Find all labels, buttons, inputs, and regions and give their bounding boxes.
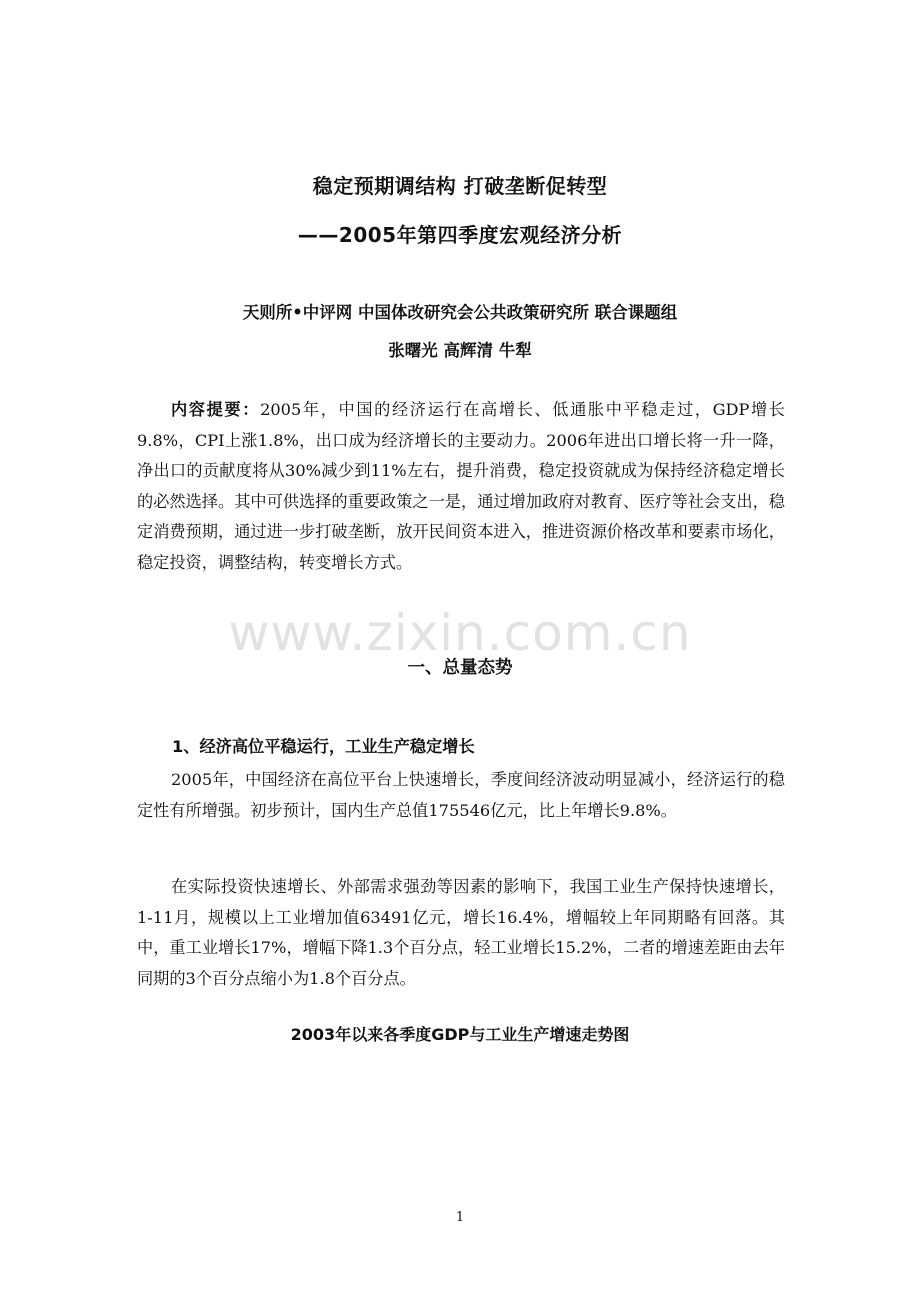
section-heading: 一、总量态势: [407, 658, 513, 678]
abstract-text: 2005年，中国的经济运行在高增长、低通胀中平稳走过，GDP增长9.8%，CPI上涨1.8%，出口成为经济增长的主要动力。2006年进出口增长将一升一降，净出口的贡献度将从30%减少到11%左右，提升消费，稳定投资就成为保持经济稳定增长的必然选择。其中可供选择的重要政策之一是，通过增加政府对教育、医疗等社会支出，稳定消费预期，通过进一步打破垄断，放开民间资本进入，推进资源价格改革和要素市场化，稳定投资，调整结构，转变增长方式。: [137, 400, 785, 572]
body-paragraph-1: 2005年，中国经济在高位平台上快速增长，季度间经济波动明显减小，经济运行的稳定性有所增强。初步预计，国内生产总值175546亿元，比上年增长9.8%。: [137, 770, 785, 820]
author-names: 张曙光 高辉清 牛犁: [388, 341, 532, 360]
abstract-label: 内容提要：: [171, 400, 261, 419]
document-title: 稳定预期调结构 打破垄断促转型: [312, 174, 608, 198]
body-paragraph-2: 在实际投资快速增长、外部需求强劲等因素的影响下，我国工业生产保持快速增长，1-11月，规模以上工业增加值63491亿元，增长16.4%，增幅较上年同期略有回落。其中，重工业增长17%，增幅下降1.3个百分点，轻工业增长15.2%，二者的增速差距由去年同期的3个百分点缩小为1.8个百分点。: [137, 877, 785, 988]
author-organizations: 天则所•中评网 中国体改研究会公共政策研究所 联合课题组: [242, 303, 678, 322]
abstract-paragraph: [137, 395, 785, 579]
watermark: www.zixin.com.cn: [228, 604, 692, 662]
figure-caption: 2003年以来各季度GDP与工业生产增速走势图: [290, 1025, 630, 1044]
subsection-heading: 1、经济高位平稳运行，工业生产稳定增长: [172, 737, 475, 756]
document-subtitle: ——2005年第四季度宏观经济分析: [297, 223, 623, 247]
page-number: 1: [455, 1210, 465, 1225]
